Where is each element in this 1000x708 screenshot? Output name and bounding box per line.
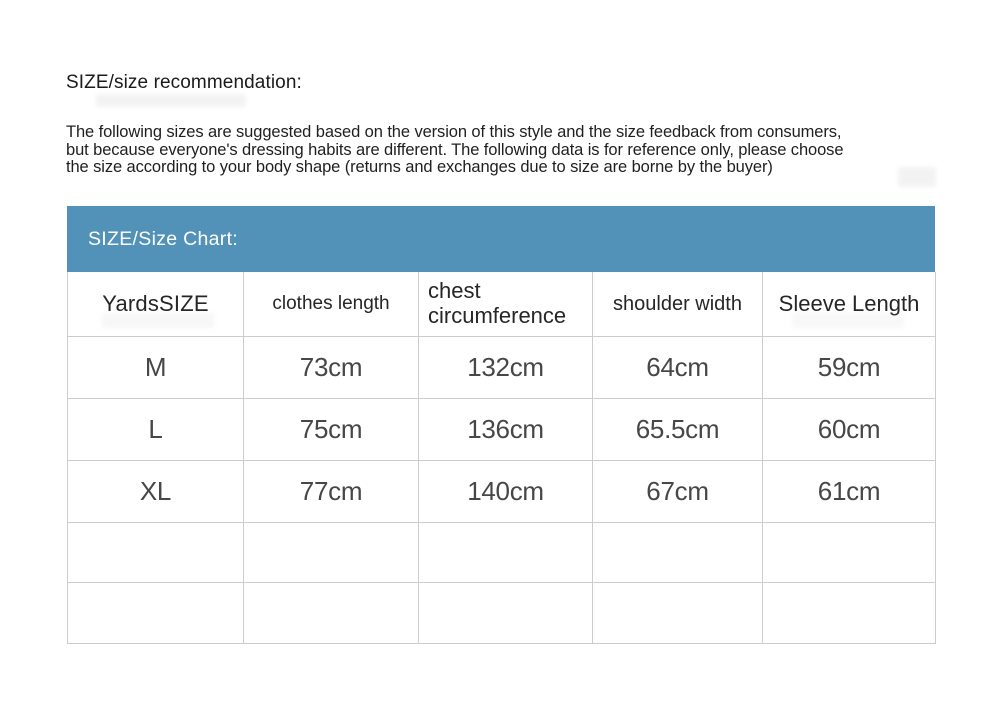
- table-row-size-m: [68, 337, 936, 399]
- cell-empty: [68, 583, 244, 644]
- size-chart-table: [67, 272, 936, 644]
- cell-shoulder: 67cm: [593, 461, 763, 523]
- translation-artifact: [96, 94, 246, 107]
- cell-size-label: XL: [68, 461, 244, 523]
- cell-empty: [593, 523, 763, 583]
- recommendation-line-3: the size according to your body shape (returns and exchanges due to size are borne by the buyer): [66, 158, 773, 177]
- recommendation-line-1: The following sizes are suggested based on the version of this style and the size feedback from consumers,: [66, 123, 842, 141]
- cell-shoulder: 64cm: [593, 337, 763, 399]
- recommendation-line-2: but because everyone's dressing habits are different. The following data is for reference only, please choose: [66, 140, 844, 159]
- table-header-row: [68, 272, 936, 337]
- size-chart-title-bar: [67, 206, 935, 272]
- cell-clothes-length: 73cm: [244, 337, 419, 399]
- column-header-chest-circumference: chest circumference: [419, 272, 593, 337]
- cell-empty: [419, 523, 593, 583]
- cell-chest: 132cm: [419, 337, 593, 399]
- cell-sleeve: 60cm: [763, 399, 936, 461]
- column-header-sleeve-length: Sleeve Length: [763, 272, 936, 337]
- cell-size-label: L: [68, 399, 244, 461]
- recommendation-text: [66, 124, 966, 177]
- cell-shoulder: 65.5cm: [593, 399, 763, 461]
- recommendation-heading: SIZE/size recommendation:: [66, 72, 302, 93]
- cell-empty: [68, 523, 244, 583]
- cell-chest: 136cm: [419, 399, 593, 461]
- cell-empty: [593, 583, 763, 644]
- table-row-size-xl: [68, 461, 936, 523]
- table-row-size-l: [68, 399, 936, 461]
- table-row-empty: [68, 583, 936, 644]
- cell-clothes-length: 75cm: [244, 399, 419, 461]
- cell-empty: [244, 583, 419, 644]
- cell-chest: 140cm: [419, 461, 593, 523]
- cell-empty: [244, 523, 419, 583]
- column-header-yards-size: YardsSIZE: [68, 272, 244, 337]
- cell-size-label: M: [68, 337, 244, 399]
- cell-sleeve: 59cm: [763, 337, 936, 399]
- size-chart-title: SIZE/Size Chart:: [88, 227, 239, 250]
- cell-empty: [763, 523, 936, 583]
- column-header-clothes-length: clothes length: [244, 272, 419, 337]
- column-header-shoulder-width: shoulder width: [593, 272, 763, 337]
- cell-empty: [763, 583, 936, 644]
- table-row-empty: [68, 523, 936, 583]
- cell-clothes-length: 77cm: [244, 461, 419, 523]
- cell-sleeve: 61cm: [763, 461, 936, 523]
- cell-empty: [419, 583, 593, 644]
